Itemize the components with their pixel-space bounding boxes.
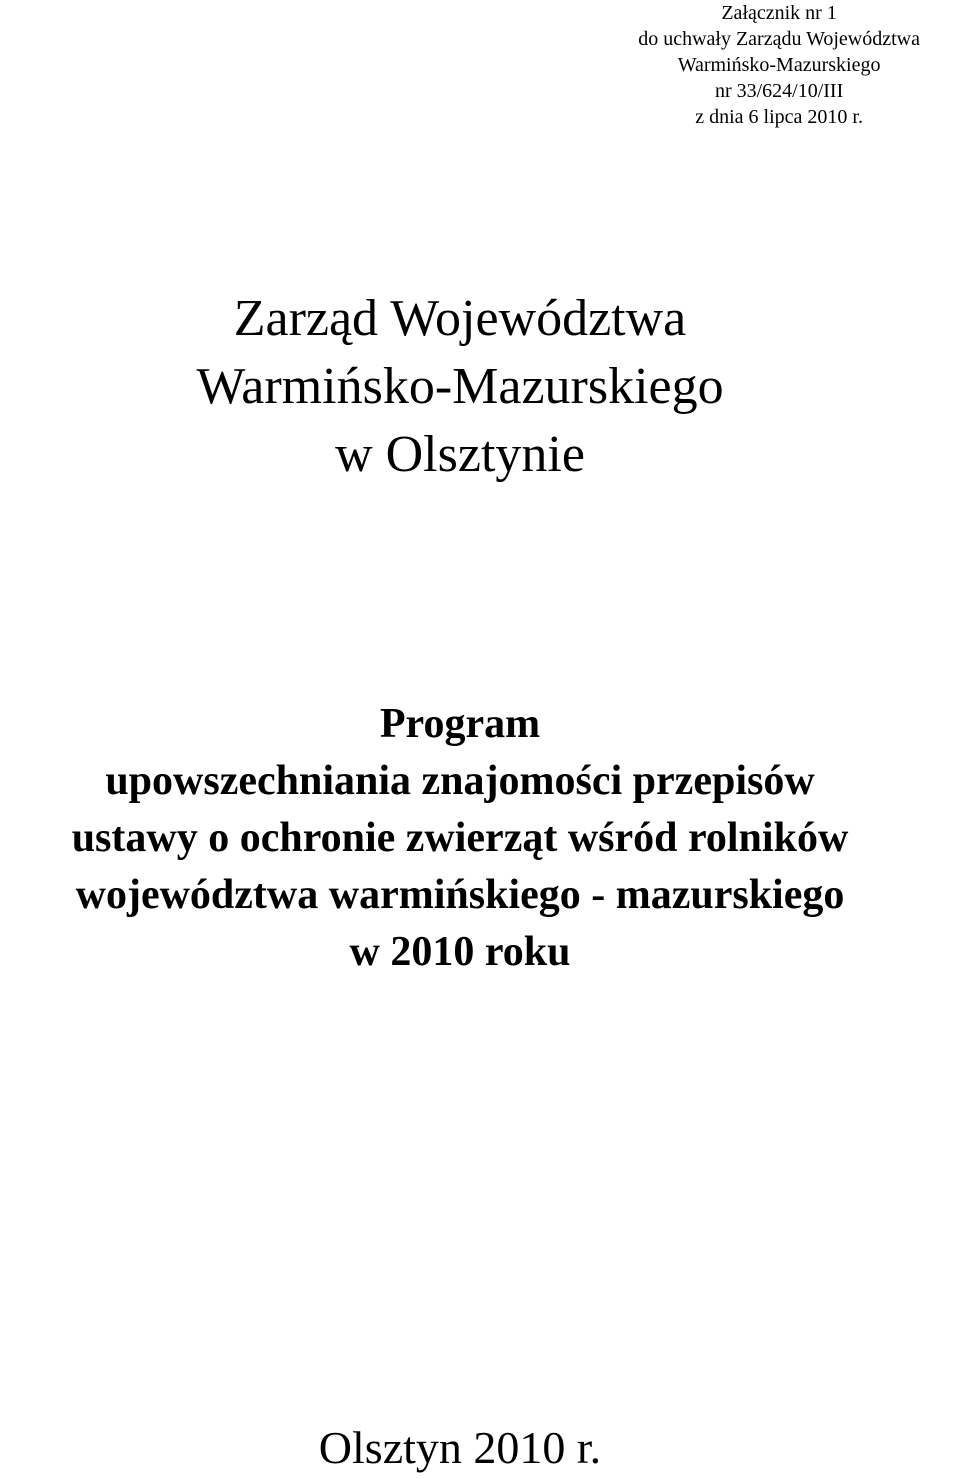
program-line-1: Program [379,701,541,747]
program-line-3: ustawy o ochronie zwierząt wśród rolników [71,815,849,861]
organization-line-1: Zarząd Województwa [233,290,687,347]
organization-title [0,285,920,489]
organization-line-2: Warmińsko-Mazurskiego [196,358,724,415]
place-and-date: Olsztyn 2010 r. [318,1422,602,1473]
annex-line-5: z dnia 6 lipca 2010 r. [695,106,863,128]
annex-line-1: Załącznik nr 1 [721,2,837,24]
program-line-2: upowszechniania znajomości przepisów [105,758,815,804]
program-line-4: województwa warmińskiego - mazurskiego [75,872,845,918]
annex-line-2: do uchwały Zarządu Województwa [638,28,920,50]
annex-line-4: nr 33/624/10/III [714,80,844,102]
organization-line-3: w Olsztynie [335,426,585,483]
annex-line-3: Warmińsko-Mazurskiego [677,54,881,76]
program-line-5: w 2010 roku [349,929,571,975]
annex-header [638,0,920,130]
program-title [0,696,920,981]
